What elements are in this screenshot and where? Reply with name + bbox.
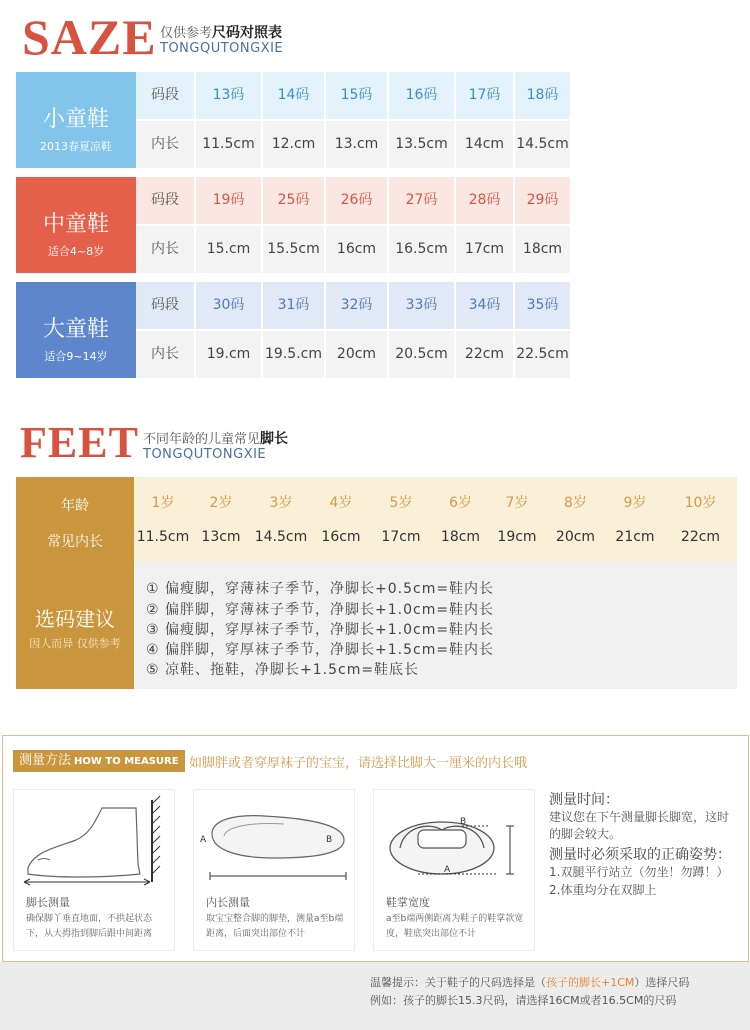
length-cell: 13.5cm [389,121,456,168]
size-cell: 35码 [526,297,559,313]
size-cell: 26码 [326,177,389,224]
length-cell: 14.5cm [516,136,569,152]
diagram-label-a: A [444,865,451,875]
diagram-label-b: B [326,835,333,845]
size-cell: 34码 [456,282,515,329]
length-cell: 11.5cm [196,121,263,168]
length-cell: 22cm [456,331,515,378]
insole-diagram-icon [194,790,354,890]
length-cell: 12.cm [263,121,326,168]
length-cell: 16cm [326,226,389,273]
size-cell: 15码 [326,72,389,119]
size-cell: 18码 [526,87,559,103]
size-cell: 32码 [326,282,389,329]
sole-width-box [373,789,535,951]
box-description: 确保脚丫垂直地面，不拱起状态下，从大拇指到脚后跟中间距离 [26,914,153,939]
foot-diagram-icon [14,790,174,890]
size-cell: 码段 [136,72,196,119]
measure-badge: 测量方法 HOW TO MEASURE [13,750,185,772]
length-cell: 内长 [136,121,196,168]
measure-note: 1.双腿平行站立（勿坐！勿蹲！） [549,865,729,879]
diagram-label-b: B [460,817,467,827]
advice-list [134,561,737,689]
measure-note: 测量时必须采取的正确姿势： [549,847,731,863]
age-cell: 2岁 [209,495,233,511]
feet-label-column [16,477,134,689]
size-table-medium [16,177,570,273]
saze-subtitle-cn: 仅供参考尺码对照表 [160,25,283,41]
insole-length-box [193,789,355,951]
length-cell: 20cm [326,331,389,378]
foot-length-box [13,789,175,951]
table-label: 大童鞋 适合9~14岁 [16,282,136,378]
length-cell: 13.cm [326,121,389,168]
advice-item: ③ 偏瘦脚，穿厚袜子季节，净脚长+1.0cm=鞋内长 [146,622,495,638]
size-cell: 19码 [196,177,263,224]
age-cell: 7岁 [505,495,529,511]
footer-tips [0,962,750,1030]
size-cell: 码段 [136,282,196,329]
box-description: a至b端两侧距离为鞋子的鞋掌款宽度，鞋底突出部位不计 [386,914,524,939]
feet-table [16,477,737,689]
length-cell: 内长 [136,331,196,378]
age-cell: 1岁 [151,495,175,511]
size-table-small [16,72,570,168]
measure-note: 的脚会较大。 [549,827,622,841]
length-cell: 16cm [321,529,361,545]
advice-item: ⑤ 凉鞋、拖鞋，净脚长+1.5cm=鞋底长 [146,662,420,678]
saze-subtitle-en: TONGQUTONGXIE [160,41,284,56]
length-cell: 22cm [680,529,721,545]
length-cell: 15.5cm [263,226,326,273]
length-cell: 17cm [381,529,421,545]
size-cell: 30码 [196,282,263,329]
box-caption: 鞋掌宽度 [386,896,430,909]
measure-headline: 如脚胖或者穿厚袜子的宝宝，请选择比脚大一厘米的内长哦 [189,756,528,771]
size-cell: 16码 [389,72,456,119]
length-cell: 19.cm [196,331,263,378]
length-row [136,331,570,378]
length-row [134,519,737,561]
age-cell: 10岁 [684,495,717,511]
age-cell: 5岁 [389,495,413,511]
sandal-diagram-icon [374,790,534,890]
advice-item: ① 偏瘦脚，穿薄袜子季节，净脚长+0.5cm=鞋内长 [146,581,495,597]
length-cell: 20cm [555,529,596,545]
size-cell: 31码 [263,282,326,329]
size-cell: 29码 [526,192,559,208]
size-cell: 25码 [263,177,326,224]
length-cell: 14cm [456,121,515,168]
measure-note: 2.体重均分在双脚上 [549,883,657,897]
age-cell: 6岁 [449,495,472,511]
size-row [136,282,570,329]
feet-subtitle-en: TONGQUTONGXIE [143,447,267,462]
advice-title: 选码建议 [35,607,115,631]
feet-title: FEET [20,418,139,467]
size-cell: 28码 [456,177,515,224]
length-cell: 20.5cm [389,331,456,378]
box-description: 取宝宝整合脚的脚垫，测量a至b端距离，后面突出部位不计 [206,914,344,939]
saze-title: SAZE [22,9,157,65]
feet-subtitle-cn: 不同年龄的儿童常见脚长 [143,431,289,447]
length-cell: 16.5cm [389,226,456,273]
table-label: 中童鞋 适合4~8岁 [16,177,136,273]
length-cell: 18cm [440,529,481,545]
length-cell: 11.5cm [136,529,190,545]
size-cell: 33码 [389,282,456,329]
size-cell: 27码 [389,177,456,224]
size-cell: 13码 [196,72,263,119]
age-label: 年龄 [61,498,89,514]
size-row [136,177,570,224]
length-cell: 22.5cm [516,346,569,362]
advice-item: ② 偏胖脚，穿薄袜子季节，净脚长+1.0cm=鞋内长 [146,602,495,618]
length-cell: 14.5cm [254,529,308,545]
length-label: 常见内长 [47,534,103,550]
age-cell: 8岁 [564,495,587,511]
measure-note: 建议您在下午测量脚长脚宽，这时 [549,810,730,824]
size-table-large [16,282,570,378]
size-cell: 17码 [456,72,515,119]
length-cell: 18cm [522,241,563,257]
footer-line-2: 例如：孩子的脚长15.3尺码，请选择16CM或者16.5CM的尺码 [370,994,677,1007]
age-row [134,477,737,519]
advice-item: ④ 偏胖脚，穿厚袜子季节，净脚长+1.5cm=鞋内长 [146,642,495,658]
diagram-label-a: A [200,835,207,845]
length-cell: 15.cm [196,226,263,273]
length-cell: 19cm [497,529,537,545]
length-cell: 13cm [201,529,241,545]
measure-note: 测量时间： [549,792,619,808]
age-cell: 9岁 [623,495,647,511]
size-cell: 14码 [263,72,326,119]
table-label: 小童鞋 2013春夏凉鞋 [16,72,136,168]
length-cell: 17cm [456,226,515,273]
footer-line-1: 温馨提示：关于鞋子的尺码选择是（孩子的脚长+1CM）选择尺码 [370,976,690,989]
age-cell: 3岁 [269,495,293,511]
size-row [136,72,570,119]
length-cell: 19.5.cm [263,331,326,378]
size-cell: 码段 [136,177,196,224]
box-caption: 内长测量 [206,896,250,909]
length-row [136,226,570,273]
age-cell: 4岁 [329,495,353,511]
measure-section [2,735,749,962]
length-row [136,121,570,168]
advice-subtitle: 因人而异 仅供参考 [29,637,121,650]
length-cell: 内长 [136,226,196,273]
box-caption: 脚长测量 [26,896,70,909]
length-cell: 21cm [615,529,655,545]
